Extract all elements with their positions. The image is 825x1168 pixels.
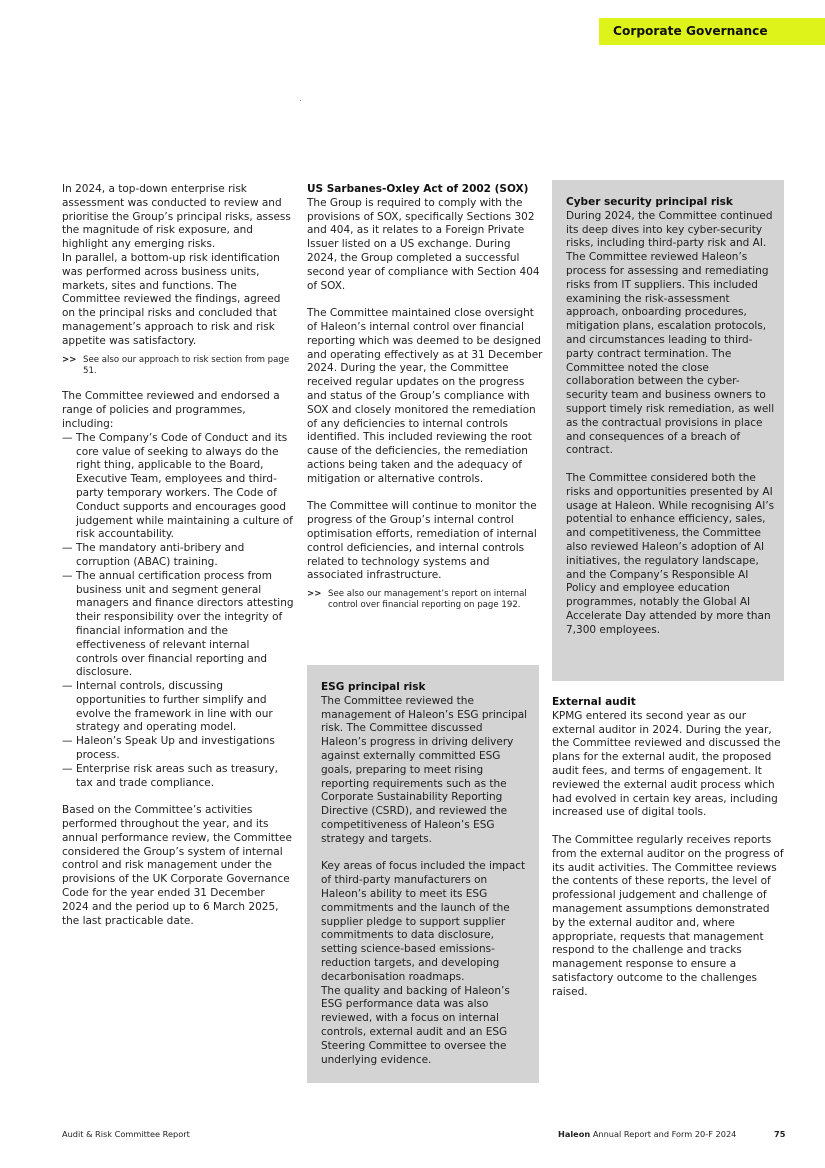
list-item: — Enterprise risk areas such as treasury, tax and trade compliance.	[62, 763, 294, 791]
list-item: — The annual certification process from business unit and segment general managers and finance directors attesting their responsibility over the integrity of financial information and the effectiveness of relevant internal controls over financial reporting and disclosure.	[62, 570, 294, 680]
stray-dot	[300, 100, 301, 101]
col2-paragraph-2: The Committee maintained close oversight of Haleon’s internal control over financial reporting which was deemed to be designed and operating effectively as at 31 December 2024. During the year, the Committee received regular updates on the progress and status of the Group’s compliance with SOX and closely monitored the remediation of any deficiencies to internal controls identified. This included reviewing the root cause of the deficiencies, the remediation actions being taken and the adequacy of mitigation or alternative controls.	[307, 307, 543, 485]
col1-paragraph-1: In 2024, a top-down enterprise risk assessment was conducted to review and prioritise the Group’s principal risks, assess the magnitude of risk exposure, and highlight any emerging risks.	[62, 183, 291, 251]
col1-reference[interactable]	[62, 355, 294, 377]
esg-paragraph-2: Key areas of focus included the impact of third-party manufacturers on Haleon’s ability to meet its ESG commitments and the launch of the supplier pledge to support supplier commitments to data disclosure, setting science-based emissions-reduction targets, and developing decarbonisation roadmaps.	[321, 860, 526, 983]
esg-heading: ESG principal risk	[321, 681, 426, 693]
section-tag: Corporate Governance	[599, 18, 825, 45]
cyber-heading: Cyber security principal risk	[566, 196, 733, 208]
list-item: — Haleon’s Speak Up and investigations process.	[62, 735, 294, 763]
col2-reference-text: See also our management’s report on internal control over financial reporting on page 192.	[328, 589, 527, 611]
col2-reference[interactable]	[307, 589, 543, 611]
list-item: — The mandatory anti-bribery and corruption (ABAC) training.	[62, 542, 294, 570]
external-audit-heading: External audit	[552, 696, 636, 708]
cyber-paragraph-2: The Committee considered both the risks and opportunities presented by AI usage at Haleon. While recognising AI’s potential to enhance efficiency, sales, and competitiveness, the Committee also reviewed Haleon’s adoption of AI initiatives, the regulatory landscape, and the Company’s Responsible AI Policy and employee education programmes, notably the Global AI Accelerate Day attended by more than 7,300 employees.	[566, 471, 775, 636]
list-item: — The Company’s Code of Conduct and its core value of seeking to always do the right thing, applicable to the Board, Executive Team, employees and third-party temporary workers. The Code of Conduct supports and encourages good judgement while maintaining a culture of risk accountability.	[62, 432, 294, 542]
column-2	[307, 183, 543, 611]
footer-report: Annual Report and Form 20-F 2024	[592, 1129, 737, 1139]
arrow-icon: >>	[307, 589, 322, 600]
footer-brand: Haleon	[558, 1129, 591, 1139]
col1-paragraph-3: The Committee reviewed and endorsed a range of policies and programmes, including:	[62, 390, 280, 430]
col2-paragraph-3: The Committee will continue to monitor the progress of the Group’s internal control optimisation efforts, remediation of internal control deficiencies, and internal controls related to technology systems and associated infrastructure.	[307, 500, 537, 582]
cyber-paragraph-1: During 2024, the Committee continued its deep dives into key cyber-security risks, including third-party risk and AI. The Committee reviewed Haleon’s process for assessing and remediating risks from IT suppliers. This included examining the risk-assessment approach, onboarding procedures, mitigation plans, escalation protocols, and circumstances leading to third-party contract termination. The Committee noted the close collaboration between the cyber-security team and business owners to support timely risk remediation, as well as the contractual provisions in place and consequences of a breach of contract.	[566, 209, 775, 457]
list-item: — Internal controls, discussing opportunities to further simplify and evolve the framework in line with our strategy and operating model.	[62, 680, 294, 735]
col1-paragraph-4: Based on the Committee’s activities performed throughout the year, and its annual performance review, the Committee considered the Group’s system of internal control and risk management under the provisions of the UK Corporate Governance Code for the year ended 31 December 2024 and the period up to 6 March 2025, the last practicable date.	[62, 804, 292, 927]
arrow-icon: >>	[62, 354, 77, 365]
external-audit-section	[552, 696, 784, 1000]
external-audit-paragraph-1: KPMG entered its second year as our external auditor in 2024. During the year, the Committee reviewed and discussed the plans for the external audit, the proposed audit fees, and terms of engagement. It reviewed the external audit process which had evolved in certain key areas, including increased use of digital tools.	[552, 709, 781, 819]
esg-paragraph-1: The Committee reviewed the management of Haleon’s ESG principal risk. The Committee discussed Haleon’s progress in driving delivery against externally committed ESG goals, preparing to meet rising reporting requirements such as the Corporate Sustainability Reporting Directive (CSRD), and reviewed the competitiveness of Haleon’s ESG strategy and targets.	[321, 694, 528, 845]
page-number: 75	[774, 1129, 786, 1139]
column-1	[62, 183, 294, 928]
esg-paragraph-3: The quality and backing of Haleon’s ESG performance data was also reviewed, with a focus on internal controls, external audit and an ESG Steering Committee to oversee the underlying evidence.	[321, 984, 510, 1066]
col1-paragraph-2: In parallel, a bottom-up risk identification was performed across business units, markets, sites and functions. The Committee reviewed the findings, agreed on the principal risks and concluded that management’s approach to risk and risk appetite was satisfactory.	[62, 251, 281, 347]
footer-report-title	[558, 1129, 736, 1139]
sox-heading: US Sarbanes-Oxley Act of 2002 (SOX)	[307, 183, 529, 195]
external-audit-paragraph-2: The Committee regularly receives reports from the external auditor on the progress of its audit activities. The Committee reviews the contents of these reports, the level of professional judgement and challenge of management assumptions demonstrated by the external auditor and, where appropriate, requests that management respond to the challenge and tracks management response to ensure a satisfactory outcome to the challenges raised.	[552, 833, 784, 998]
esg-risk-box	[307, 665, 539, 1083]
policies-list	[62, 432, 294, 791]
col1-reference-text: See also our approach to risk section from page 51.	[83, 354, 290, 376]
col2-paragraph-1: The Group is required to comply with the provisions of SOX, specifically Sections 302 and 404, as it relates to a Foreign Private Issuer listed on a US exchange. During 2024, the Group completed a successful second year of compliance with Section 404 of SOX.	[307, 196, 540, 292]
cyber-risk-box	[552, 180, 784, 681]
footer-section-title: Audit & Risk Committee Report	[62, 1129, 190, 1139]
